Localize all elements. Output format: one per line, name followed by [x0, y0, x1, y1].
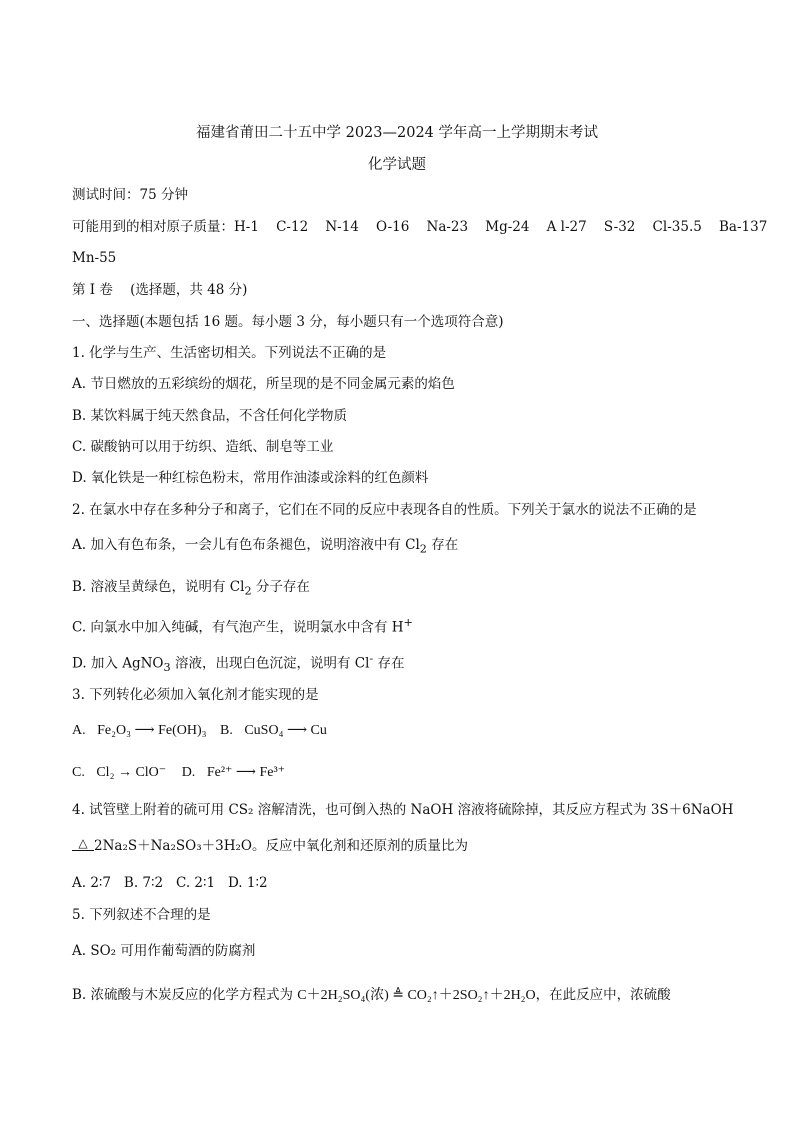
q2-b-sub: 2	[244, 584, 252, 598]
q3-options-cd	[72, 764, 734, 782]
q5-option-b	[72, 986, 734, 1005]
q2-d-mid: 溶液，出现白色沉淀，说明有 Cl	[170, 655, 370, 672]
q2-d-text: D. 加入 AgNO	[72, 655, 164, 672]
q2-b-post: 分子存在	[251, 579, 310, 595]
q1-option-c: C. 碳酸钠可以用于纺织、造纸、制皂等工业	[72, 439, 334, 455]
q2-a-text: A. 加入有色布条，一会儿有色布条褪色，说明溶液中有 Cl	[72, 537, 420, 553]
q4-stem-line2-row	[72, 837, 734, 855]
q3-a-label: A.	[72, 723, 86, 738]
q5-b-post: ，在此反应中，浓硫酸	[535, 987, 671, 1003]
q1-option-a: A. 节日燃放的五彩缤纷的烟花，所呈现的是不同金属元素的焰色	[72, 376, 455, 392]
q3-stem: 3. 下列转化必须加入氧化剂才能实现的是	[72, 687, 319, 703]
q3-b-equation: CuSO₄ ⟶ Cu	[244, 723, 327, 738]
q3-b-label: B.	[220, 723, 233, 738]
q2-d-sub: 3	[163, 661, 171, 675]
atomic-masses-line1: 可能用到的相对原子质量：H-1 C-12 N-14 O-16 Na-23 Mg-24 A l-27 S-32 Cl-35.5 Ba-137	[72, 219, 768, 235]
section-instruction: 一、选择题(本题包括 16 题。每小题 3 分，每小题只有一个选项符合意)	[72, 314, 504, 330]
q1-option-d: D. 氧化铁是一种红棕色粉末，常用作油漆或涂料的红色颜料	[72, 470, 429, 486]
q1-stem: 1. 化学与生产、生活密切相关。下列说法不正确的是	[72, 345, 387, 361]
q2-c-text: C. 向氯水中加入纯碱，有气泡产生，说明氯水中含有 H	[72, 619, 404, 636]
q3-a-equation: Fe₂O₃ ⟶ Fe(OH)₃	[97, 723, 207, 738]
q2-b-text: B. 溶液呈黄绿色，说明有 Cl	[72, 579, 245, 595]
q2-option-d	[72, 650, 734, 677]
q3-c-label: C.	[72, 765, 85, 780]
atomic-masses-line2: Mn-55	[72, 250, 117, 266]
q3-c-equation: Cl₂ → ClO⁻	[96, 765, 167, 780]
q2-a-post: 存在	[426, 537, 459, 553]
q2-option-b	[72, 578, 734, 601]
exam-subtitle: 化学试题	[368, 157, 426, 173]
q5-b-text: B. 浓硫酸与木炭反应的化学方程式为	[72, 987, 298, 1003]
q2-d-post: 存在	[373, 655, 405, 672]
q2-d-sup: -	[369, 652, 374, 665]
q5-b-equation: C＋2H₂SO₄(浓) ≜ CO₂↑＋2SO₂↑＋2H₂O	[297, 988, 536, 1003]
q2-c-sup: +	[403, 616, 413, 629]
q3-d-label: D.	[181, 765, 196, 780]
q4-stem-line2: 2Na₂S＋Na₂SO₃＋3H₂O。反应中氧化剂和还原剂的质量比为	[94, 838, 468, 854]
q3-options-ab	[72, 722, 734, 740]
part-one-heading: 第 I 卷 (选择题，共 48 分)	[72, 282, 248, 298]
q2-a-sub: 2	[419, 542, 427, 556]
q2-option-c	[72, 614, 734, 637]
q4-stem-line1: 4. 试管壁上附着的硫可用 CS₂ 溶解清洗，也可倒入热的 NaOH 溶液将硫除掉，其反应方程式为 3S＋6NaOH	[72, 802, 734, 818]
q1-option-b: B. 某饮料属于纯天然食品，不含任何化学物质	[72, 408, 348, 424]
q2-stem: 2. 在氯水中存在多种分子和离子，它们在不同的反应中表现各自的性质。下列关于氯水的说法不正确的是	[72, 502, 697, 518]
q3-d-equation: Fe²⁺ ⟶ Fe³⁺	[206, 765, 286, 780]
test-time: 测试时间：75 分钟	[72, 187, 188, 203]
q4-delta-symbol: △	[72, 837, 94, 851]
q4-options: A. 2∶7 B. 7∶2 C. 2∶1 D. 1∶2	[72, 875, 268, 891]
q2-option-a	[72, 536, 734, 559]
q5-option-a: A. SO₂ 可用作葡萄酒的防腐剂	[72, 943, 256, 959]
exam-title: 福建省莆田二十五中学 2023—2024 学年高一上学期期末考试	[195, 125, 599, 141]
q5-stem: 5. 下列叙述不合理的是	[72, 907, 211, 923]
